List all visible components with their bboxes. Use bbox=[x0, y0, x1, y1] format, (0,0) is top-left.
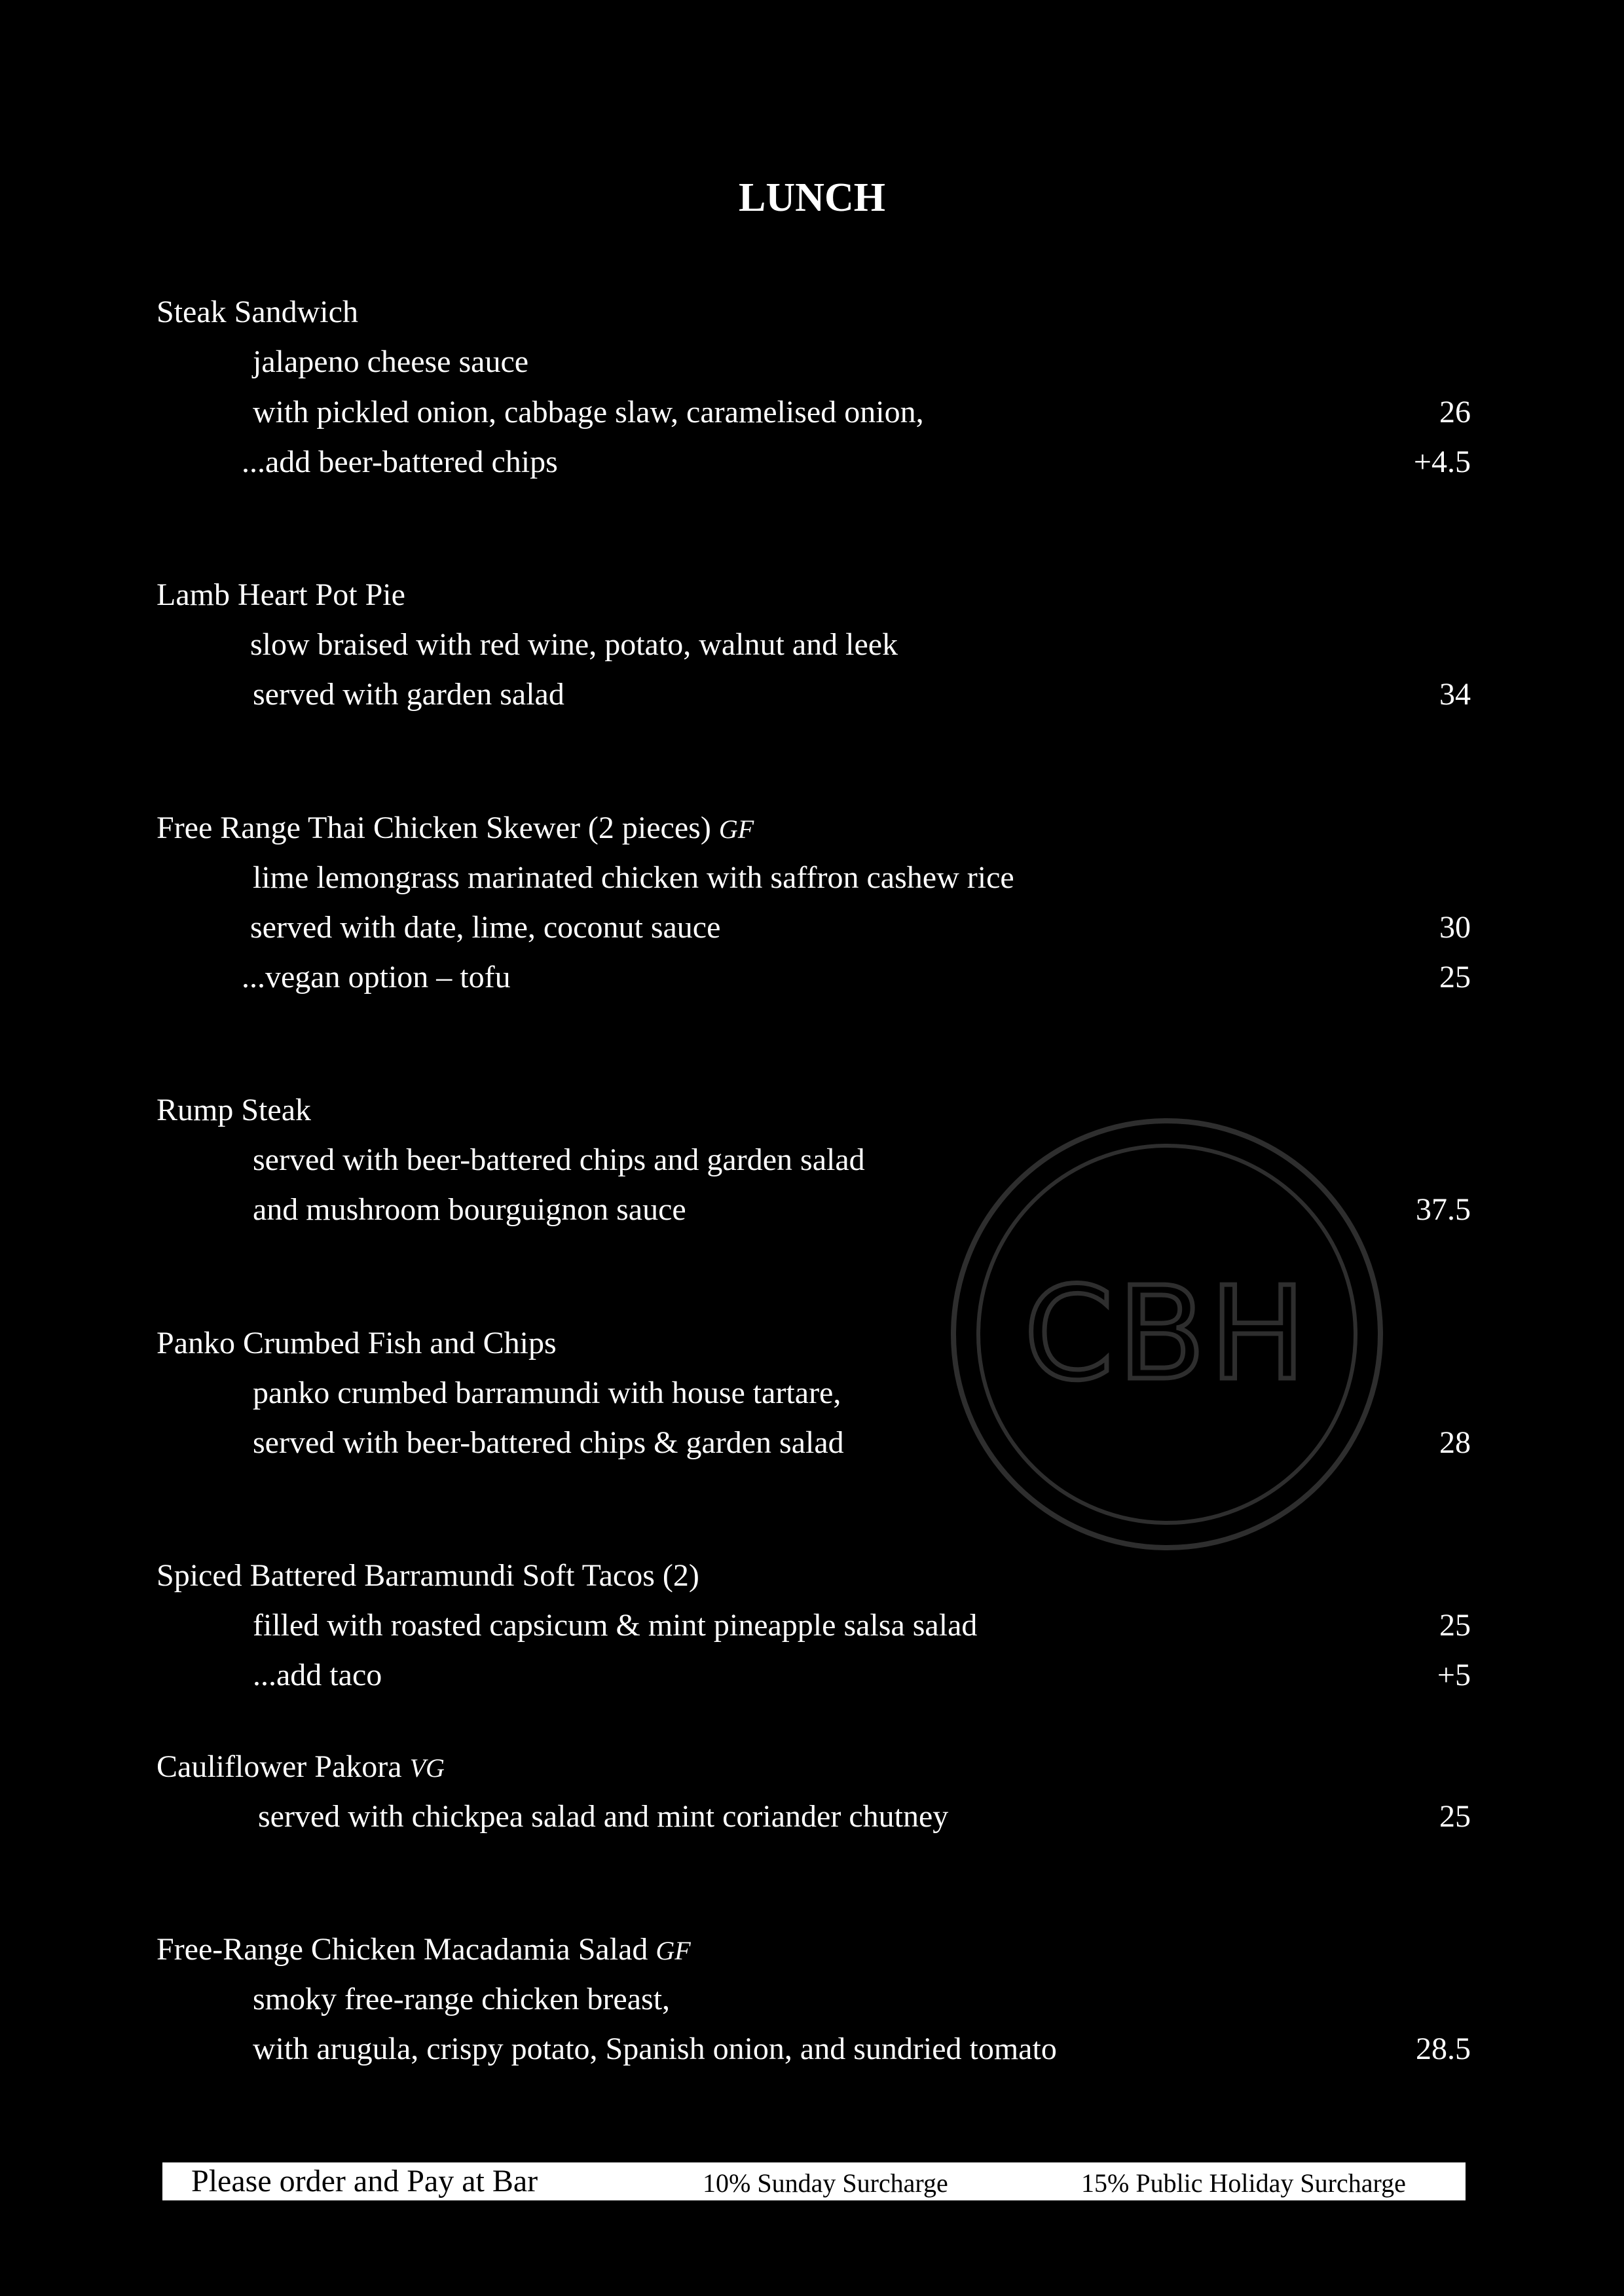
addon-price: +5 bbox=[1437, 1658, 1471, 1692]
item-description: smoky free-range chicken breast, bbox=[253, 1982, 671, 2016]
menu-item-name bbox=[157, 1929, 691, 1971]
item-addon: ...add beer-battered chips bbox=[242, 445, 558, 479]
item-name-text: Spiced Battered Barramundi Soft Tacos (2) bbox=[157, 1558, 699, 1593]
item-description: served with date, lime, coconut sauce bbox=[250, 910, 721, 945]
item-name-text: Cauliflower Pakora bbox=[157, 1749, 402, 1784]
menu-item-name bbox=[157, 1747, 445, 1789]
vegan-tag: VG bbox=[409, 1753, 445, 1783]
item-description: panko crumbed barramundi with house tartare, bbox=[253, 1376, 841, 1410]
item-addon: ...add taco bbox=[253, 1658, 382, 1692]
item-name-text: Lamb Heart Pot Pie bbox=[157, 577, 405, 612]
item-name-text: Rump Steak bbox=[157, 1093, 311, 1127]
item-price: 28 bbox=[1439, 1425, 1471, 1460]
menu-title: LUNCH bbox=[739, 175, 885, 220]
menu-item-name bbox=[157, 575, 405, 615]
item-name-text: Free Range Thai Chicken Skewer (2 pieces) bbox=[157, 811, 711, 845]
menu-item-name bbox=[157, 808, 754, 850]
addon-price: 25 bbox=[1439, 960, 1471, 994]
menu-item-name bbox=[157, 1090, 311, 1131]
item-description: served with beer-battered chips and garden salad bbox=[253, 1142, 865, 1177]
gluten-free-tag: GF bbox=[718, 814, 754, 844]
item-price: 25 bbox=[1439, 1799, 1471, 1834]
order-note: Please order and Pay at Bar bbox=[191, 2164, 538, 2198]
cbh-logo-watermark bbox=[951, 1118, 1383, 1550]
item-description: jalapeno cheese sauce bbox=[253, 344, 529, 379]
item-price: 34 bbox=[1439, 677, 1471, 712]
item-price: 28.5 bbox=[1416, 2032, 1471, 2066]
menu-item-name bbox=[157, 1556, 699, 1596]
menu-item-name bbox=[157, 292, 358, 333]
item-name-text: Panko Crumbed Fish and Chips bbox=[157, 1326, 557, 1360]
item-description: filled with roasted capsicum & mint pineapple salsa salad bbox=[253, 1608, 978, 1643]
item-price: 30 bbox=[1439, 910, 1471, 945]
item-description: lime lemongrass marinated chicken with saffron cashew rice bbox=[253, 860, 1014, 895]
item-name-text: Free-Range Chicken Macadamia Salad bbox=[157, 1932, 648, 1967]
item-description: served with chickpea salad and mint coriander chutney bbox=[258, 1799, 949, 1834]
svg-text:CBH: CBH bbox=[1024, 1260, 1310, 1409]
item-price: 37.5 bbox=[1416, 1192, 1471, 1227]
item-description: served with garden salad bbox=[253, 677, 564, 712]
item-addon: ...vegan option – tofu bbox=[242, 960, 511, 994]
holiday-surcharge-note: 15% Public Holiday Surcharge bbox=[1081, 2168, 1406, 2198]
item-price: 26 bbox=[1439, 395, 1471, 429]
gluten-free-tag: GF bbox=[655, 1936, 691, 1965]
item-description: with pickled onion, cabbage slaw, caramelised onion, bbox=[253, 395, 924, 429]
item-price: 25 bbox=[1439, 1608, 1471, 1643]
footer-bar bbox=[162, 2162, 1466, 2200]
item-name-text: Steak Sandwich bbox=[157, 295, 358, 329]
item-description: served with beer-battered chips & garden salad bbox=[253, 1425, 844, 1460]
item-description: and mushroom bourguignon sauce bbox=[253, 1192, 686, 1227]
sunday-surcharge-note: 10% Sunday Surcharge bbox=[703, 2168, 948, 2198]
addon-price: +4.5 bbox=[1413, 445, 1471, 479]
menu-item-name bbox=[157, 1323, 557, 1364]
item-description: with arugula, crispy potato, Spanish onion, and sundried tomato bbox=[253, 2032, 1057, 2066]
item-description: slow braised with red wine, potato, walnut and leek bbox=[250, 627, 898, 662]
